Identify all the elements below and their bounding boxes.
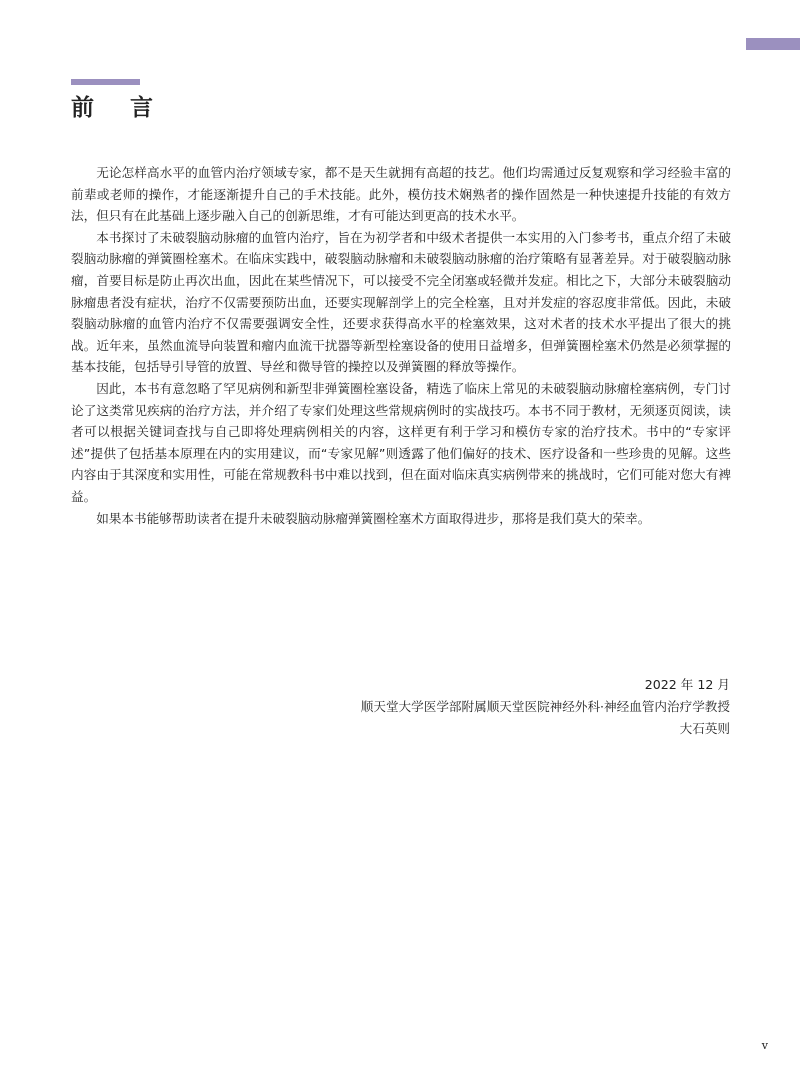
page-title: 前 言 [71, 94, 168, 121]
signature-block [361, 674, 730, 740]
paragraph-2: 本书探讨了未破裂脑动脉瘤的血管内治疗，旨在为初学者和中级术者提供一本实用的入门参考书，重点介绍了未破裂脑动脉瘤的弹簧圈栓塞术。在临床实践中，破裂脑动脉瘤和未破裂脑动脉瘤的治疗策略有显著差异。对于破裂脑动脉瘤，首要目标是防止再次出血，因此在某些情况下，可以接受不完全闭塞或轻微并发症。相比之下，大部分未破裂脑动脉瘤患者没有症状，治疗不仅需要预防出血，还要实现解剖学上的完全栓塞，且对并发症的容忍度非常低。因此，未破裂脑动脉瘤的血管内治疗不仅需要强调安全性，还要求获得高水平的栓塞效果，这对术者的技术水平提出了很大的挑战。近年来，虽然血流导向装置和瘤内血流干扰器等新型栓塞设备的使用日益增多，但弹簧圈栓塞术仍然是必须掌握的基本技能，包括导引导管的放置、导丝和微导管的操控以及弹簧圈的释放等操作。 [71, 229, 731, 375]
preface-body [71, 162, 731, 529]
paragraph-1: 无论怎样高水平的血管内治疗领域专家，都不是天生就拥有高超的技艺。他们均需通过反复观察和学习经验丰富的前辈或老师的操作，才能逐渐提升自己的手术技能。此外，模仿技术娴熟者的操作固然是一种快速提升技能的有效方法，但只有在此基础上逐步融入自己的创新思维，才有可能达到更高的技术水平。 [71, 165, 731, 224]
paragraph-3: 因此，本书有意忽略了罕见病例和新型非弹簧圈栓塞设备，精选了临床上常见的未破裂脑动脉瘤栓塞病例，专门讨论了这类常见疾病的治疗方法，并介绍了专家们处理这些常规病例时的实战技巧。本书不同于教材，无须逐页阅读，读者可以根据关键词查找与自己即将处理病例相关的内容，这样更有利于学习和模仿专家的治疗技术。书中的“专家评述”提供了包括基本原理在内的实用建议，而“专家见解”则透露了他们偏好的技术、医疗设备和一些珍贵的见解。这些内容由于其深度和实用性，可能在常规教科书中难以找到，但在面对临床真实病例带来的挑战时，它们可能对您大有裨益。 [71, 380, 731, 504]
page-number: v [761, 1039, 768, 1052]
title-accent-bar [71, 79, 140, 85]
paragraph-4: 如果本书能够帮助读者在提升未破裂脑动脉瘤弹簧圈栓塞术方面取得进步，那将是我们莫大的荣幸。 [96, 510, 651, 526]
signature-affiliation: 顺天堂大学医学部附属顺天堂医院神经外科·神经血管内治疗学教授 [360, 699, 730, 714]
signature-date: 2022 年 12 月 [644, 677, 730, 692]
signature-author: 大石英则 [679, 721, 730, 736]
chapter-tab-marker [746, 38, 800, 50]
